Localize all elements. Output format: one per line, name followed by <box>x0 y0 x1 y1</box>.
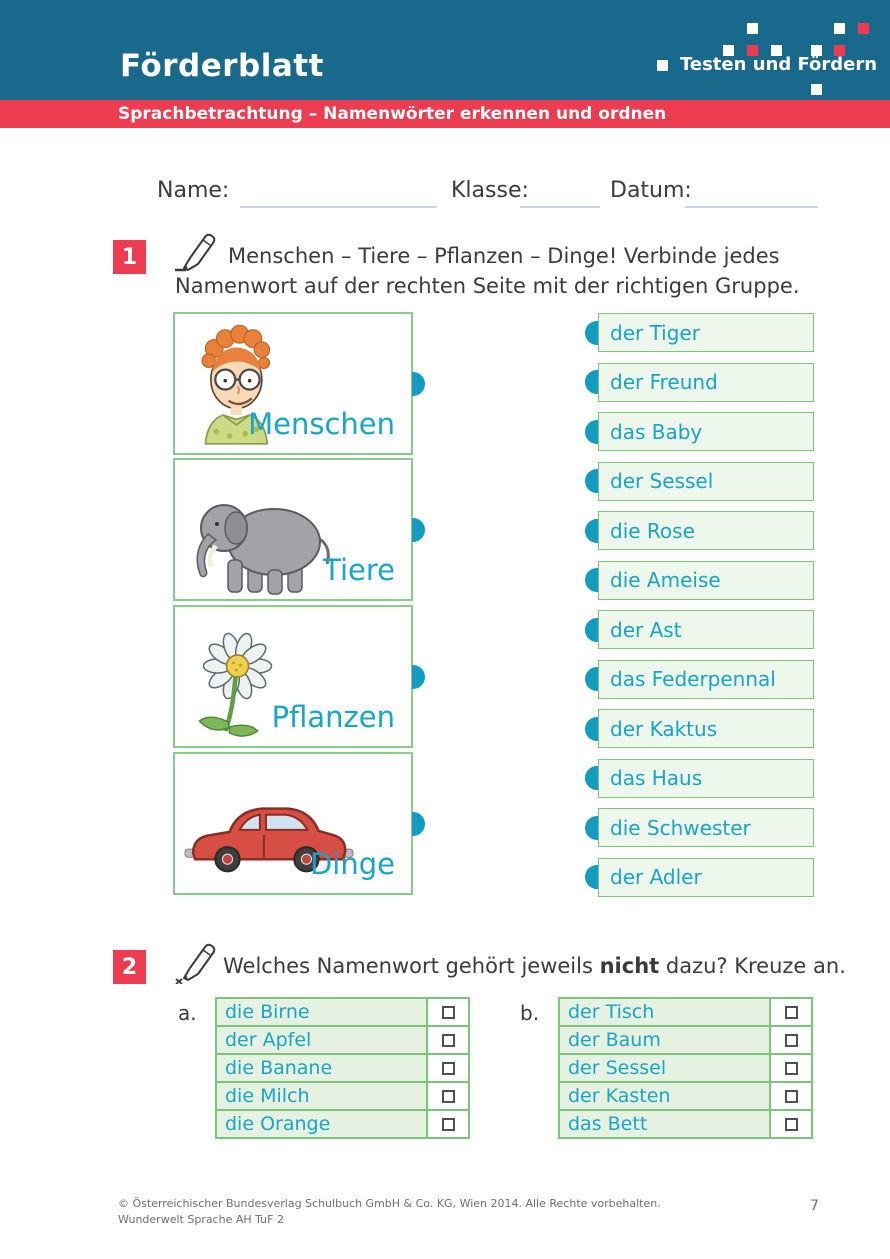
word-box[interactable] <box>598 759 814 798</box>
category-box-tiere <box>173 458 413 601</box>
row-word: der Tisch <box>560 999 769 1025</box>
table-row <box>217 1111 468 1137</box>
name-input[interactable] <box>240 182 437 208</box>
row-word: die Milch <box>217 1083 426 1109</box>
category-box-menschen <box>173 312 413 455</box>
connector-dot[interactable] <box>412 665 425 689</box>
exercise1-number-badge: 1 <box>113 240 146 274</box>
connector-dot[interactable] <box>585 816 598 840</box>
pencil-icon <box>172 938 218 984</box>
datum-input[interactable] <box>685 182 818 208</box>
row-word: der Sessel <box>560 1055 769 1081</box>
category-label-dinge: Dinge <box>309 847 395 881</box>
word-label: das Haus <box>610 766 703 790</box>
exercise1-instruction-line1: Menschen – Tiere – Pflanzen – Dinge! Verbinde jedes <box>228 244 780 268</box>
row-word: die Birne <box>217 999 426 1025</box>
checkbox-cell <box>771 1055 811 1081</box>
word-box[interactable] <box>598 412 814 451</box>
exercise1-instruction-line2: Namenwort auf der rechten Seite mit der richtigen Gruppe. <box>175 274 800 298</box>
table-row <box>217 1055 468 1081</box>
logo-square-icon <box>657 60 668 71</box>
word-label: der Tiger <box>610 320 700 345</box>
checkbox[interactable] <box>785 1062 798 1075</box>
connector-dot[interactable] <box>585 865 598 889</box>
group-a-label: a. <box>178 1001 197 1025</box>
datum-label: Datum: <box>610 178 692 203</box>
word-list <box>598 313 814 897</box>
page-title: Förderblatt <box>120 48 324 84</box>
word-label: der Adler <box>610 865 702 889</box>
word-box[interactable] <box>598 709 814 748</box>
checkbox[interactable] <box>442 1062 455 1075</box>
klasse-label: Klasse: <box>451 178 529 203</box>
word-box[interactable] <box>598 363 814 402</box>
word-box[interactable] <box>598 511 814 550</box>
word-label: die Schwester <box>610 815 751 840</box>
word-label: der Ast <box>610 617 682 642</box>
logo-square-icon <box>858 23 869 34</box>
logo-square-icon <box>811 84 822 95</box>
category-box-dinge <box>173 752 413 895</box>
daisy-illustration <box>189 621 285 743</box>
logo-square-icon <box>834 23 845 34</box>
page-number: 7 <box>810 1198 819 1214</box>
checkbox-cell <box>771 1111 811 1137</box>
word-label: die Ameise <box>610 568 721 592</box>
connector-dot[interactable] <box>585 667 598 691</box>
category-label-tiere: Tiere <box>323 553 395 587</box>
table-row <box>217 1027 468 1053</box>
instruction-prefix: Welches Namenwort gehört jeweils <box>223 954 600 978</box>
connector-dot[interactable] <box>585 618 598 642</box>
category-label-pflanzen: Pflanzen <box>271 700 395 734</box>
word-label: der Kaktus <box>610 716 718 741</box>
connector-dot[interactable] <box>412 518 425 542</box>
checkbox-cell <box>428 999 468 1025</box>
topic-banner-text: Sprachbetrachtung – Namenwörter erkennen und ordnen <box>118 104 667 124</box>
table-row <box>217 1083 468 1109</box>
row-word: das Bett <box>560 1111 769 1137</box>
header <box>0 0 890 100</box>
word-label: das Federpennal <box>610 667 776 691</box>
checkbox-cell <box>428 1111 468 1137</box>
connector-dot[interactable] <box>585 469 598 493</box>
word-box[interactable] <box>598 660 814 699</box>
brand-name: Testen und Fördern <box>680 54 878 75</box>
choice-table-a <box>215 997 470 1139</box>
row-word: der Apfel <box>217 1027 426 1053</box>
word-label: die Rose <box>610 518 695 543</box>
checkbox-cell <box>428 1027 468 1053</box>
checkbox[interactable] <box>785 1118 798 1131</box>
checkbox-cell <box>771 999 811 1025</box>
connector-dot[interactable] <box>585 568 598 592</box>
checkbox-cell <box>428 1083 468 1109</box>
footer-copyright: © Österreichischer Bundesverlag Schulbuch GmbH & Co. KG, Wien 2014. Alle Rechte vorbehalten. <box>118 1197 661 1210</box>
pencil-icon <box>172 228 218 274</box>
table-row <box>560 1055 811 1081</box>
checkbox[interactable] <box>442 1006 455 1019</box>
checkbox[interactable] <box>785 1034 798 1047</box>
checkbox-cell <box>771 1083 811 1109</box>
connector-dot[interactable] <box>585 321 598 345</box>
connector-dot[interactable] <box>412 372 425 396</box>
word-box[interactable] <box>598 313 814 352</box>
instruction-suffix: dazu? Kreuze an. <box>659 954 846 978</box>
checkbox[interactable] <box>442 1118 455 1131</box>
klasse-input[interactable] <box>520 182 600 208</box>
word-box[interactable] <box>598 858 814 897</box>
table-row <box>560 1083 811 1109</box>
word-label: das Baby <box>610 419 703 444</box>
topic-banner <box>0 100 890 128</box>
category-box-pflanzen <box>173 605 413 748</box>
word-label: der Freund <box>610 370 718 394</box>
checkbox[interactable] <box>442 1090 455 1103</box>
connector-dot[interactable] <box>412 812 425 836</box>
connector-dot[interactable] <box>585 420 598 444</box>
row-word: der Kasten <box>560 1083 769 1109</box>
checkbox-cell <box>428 1055 468 1081</box>
footer-series: Wunderwelt Sprache AH TuF 2 <box>118 1213 284 1226</box>
instruction-bold: nicht <box>599 954 660 978</box>
table-row <box>560 1027 811 1053</box>
elephant-illustration <box>185 488 345 596</box>
checkbox[interactable] <box>785 1006 798 1019</box>
choice-table-b <box>558 997 813 1139</box>
word-box[interactable] <box>598 610 814 649</box>
name-label: Name: <box>157 178 230 203</box>
connector-dot[interactable] <box>585 519 598 543</box>
checkbox[interactable] <box>442 1034 455 1047</box>
group-b-label: b. <box>520 1001 540 1025</box>
word-box[interactable] <box>598 462 814 501</box>
table-row <box>560 1111 811 1137</box>
checkbox[interactable] <box>785 1090 798 1103</box>
table-row <box>217 999 468 1025</box>
connector-dot[interactable] <box>585 370 598 394</box>
word-box[interactable] <box>598 808 814 847</box>
word-label: der Sessel <box>610 469 714 493</box>
logo-square-icon <box>747 23 758 34</box>
exercise2-number-badge: 2 <box>113 950 146 984</box>
connector-dot[interactable] <box>585 766 598 790</box>
connector-dot[interactable] <box>585 717 598 741</box>
row-word: die Orange <box>217 1111 426 1137</box>
category-label-menschen: Menschen <box>248 407 395 441</box>
table-row <box>560 999 811 1025</box>
exercise2-instruction <box>223 954 846 978</box>
word-box[interactable] <box>598 561 814 600</box>
checkbox-cell <box>771 1027 811 1053</box>
row-word: der Baum <box>560 1027 769 1053</box>
row-word: die Banane <box>217 1055 426 1081</box>
